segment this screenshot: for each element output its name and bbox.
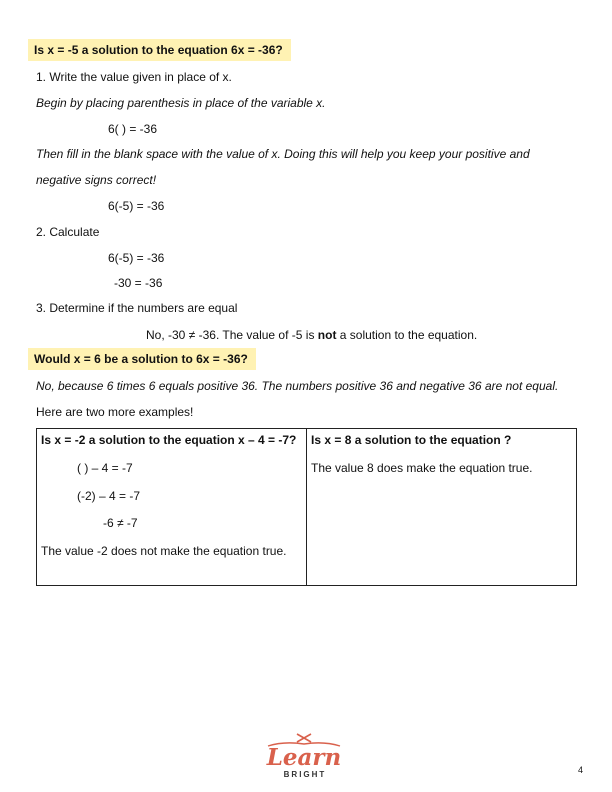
examples-table: [36, 428, 577, 586]
q2-heading-text: Would x = 6 be a solution to 6x = -36?: [34, 352, 248, 366]
q1-calc-line2: -30 = -36: [114, 276, 163, 290]
q1-step3: 3. Determine if the numbers are equal: [36, 301, 238, 315]
more-examples: Here are two more examples!: [36, 405, 194, 419]
q1-step1: 1. Write the value given in place of x.: [36, 70, 232, 84]
q1-eq-blank: 6( ) = -36: [108, 122, 158, 136]
q1-heading-text: Is x = -5 a solution to the equation 6x = -36?: [34, 43, 283, 57]
q1-heading: [28, 39, 291, 61]
q1-conclusion: [146, 328, 477, 342]
example-right-heading: Is x = 8 a solution to the equation ?: [311, 433, 512, 447]
q1-conclusion-pre: No, -30 ≠ -36. The value of -5 is: [146, 328, 318, 342]
example-left-result: The value -2 does not make the equation true.: [41, 544, 287, 558]
example-left-line1: ( ) – 4 = -7: [77, 461, 133, 475]
logo-word: Learn: [266, 744, 342, 771]
examples-row: [37, 429, 577, 586]
q1-conclusion-post: a solution to the equation.: [336, 328, 478, 342]
logo-graphic: [254, 732, 354, 782]
example-left-line2: (-2) – 4 = -7: [77, 489, 141, 503]
q1-hint1: Begin by placing parenthesis in place of the variable x.: [36, 96, 326, 110]
logo-sub: BRIGHT: [283, 770, 327, 779]
q1-eq-filled: 6(-5) = -36: [108, 199, 165, 213]
example-right-result: The value 8 does make the equation true.: [311, 461, 533, 475]
example-left-cell: [37, 429, 307, 586]
q2-heading: [28, 348, 256, 370]
q1-hint2-line2: negative signs correct!: [36, 173, 157, 187]
q1-conclusion-bold: not: [317, 328, 337, 342]
q1-step2: 2. Calculate: [36, 225, 100, 239]
q1-calc-line1: 6(-5) = -36: [108, 251, 165, 265]
example-left-line3: -6 ≠ -7: [103, 516, 138, 530]
page-number: 4: [578, 765, 584, 775]
q1-hint2-line1: Then fill in the blank space with the value of x. Doing this will help you keep your positive and: [36, 147, 530, 161]
pencils-icon: [297, 734, 311, 742]
example-right-cell: [307, 429, 577, 586]
learn-bright-logo: [254, 732, 354, 782]
example-left-heading: Is x = -2 a solution to the equation x – 4 = -7?: [41, 433, 297, 447]
q2-answer: No, because 6 times 6 equals positive 36. The numbers positive 36 and negative 36 are not equal.: [36, 379, 559, 393]
